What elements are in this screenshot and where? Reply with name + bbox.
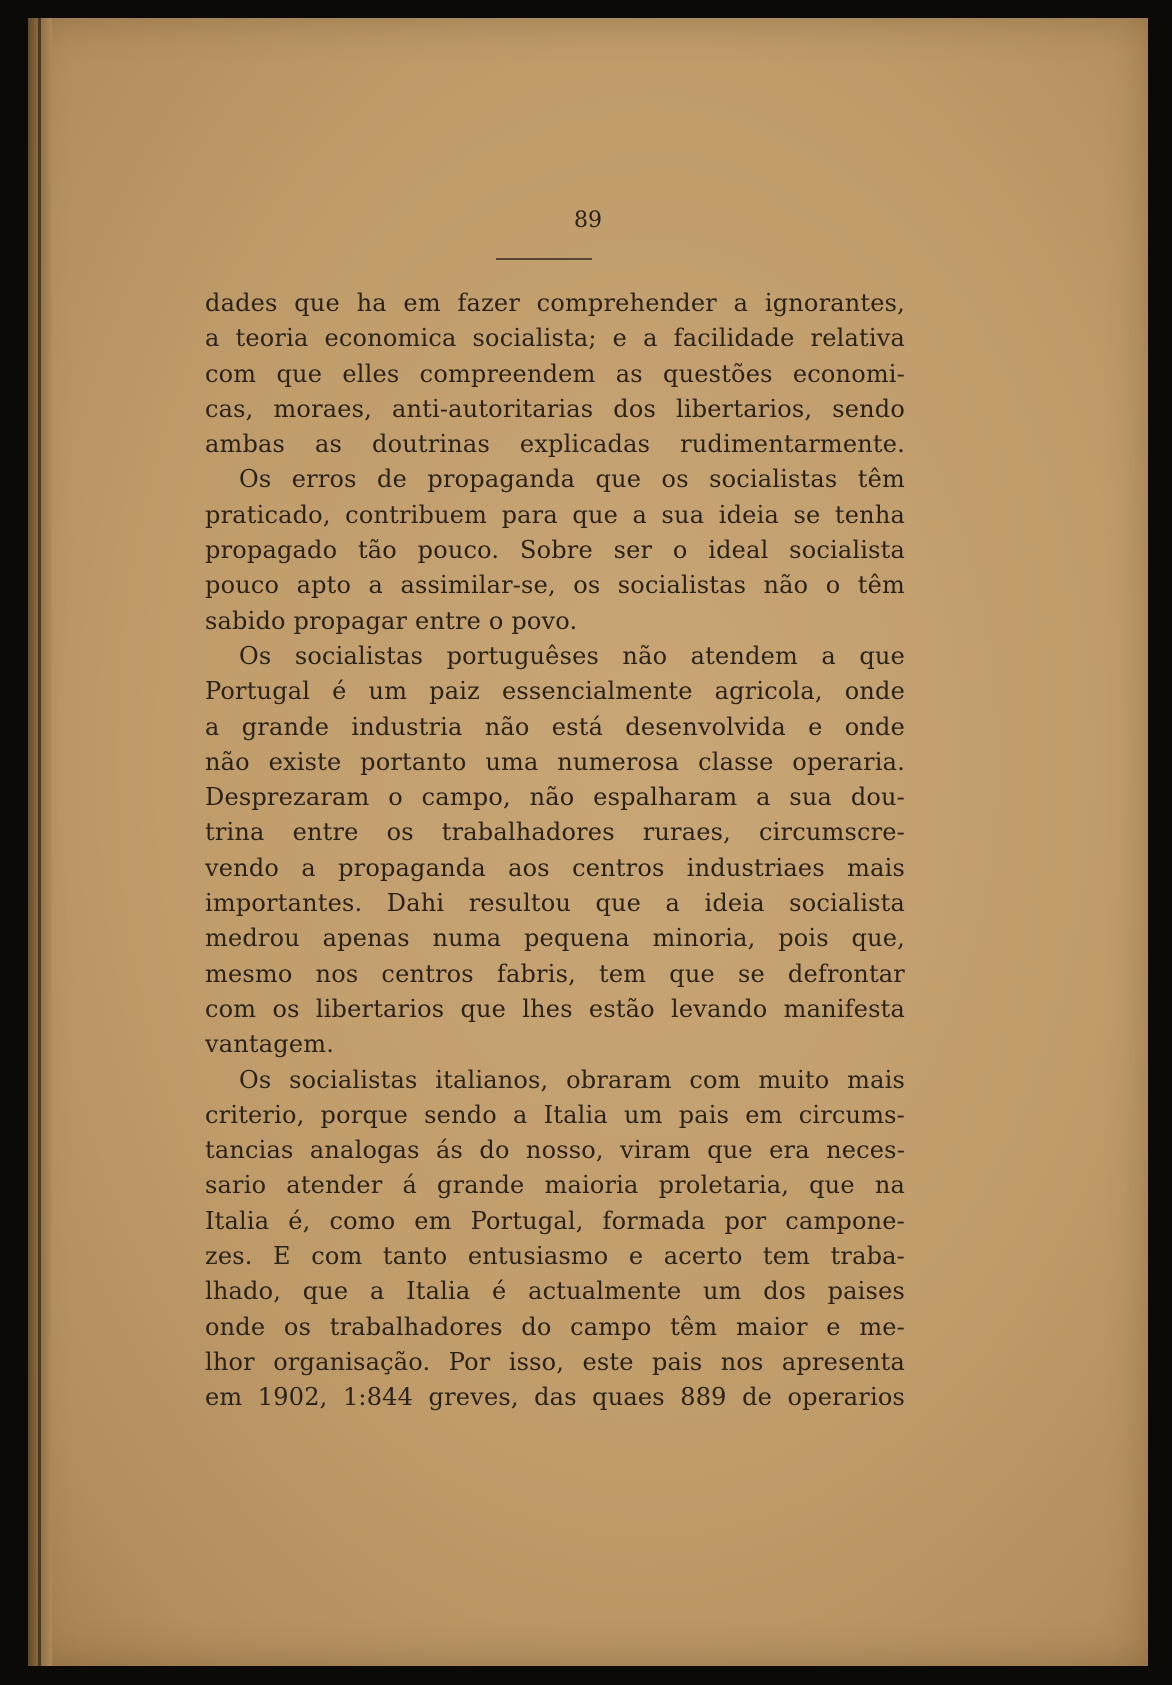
text-line: praticado, contribuem para que a sua ideia se tenha (205, 500, 905, 529)
binding-edge (38, 18, 41, 1666)
text-line: lhor organisação. Por isso, este pais nos apresenta (205, 1347, 905, 1376)
body-text (205, 286, 905, 1416)
text-line: sabido propagar entre o povo. (205, 606, 578, 635)
text-line: vendo a propaganda aos centros industriaes mais (205, 853, 905, 882)
text-line: importantes. Dahi resultou que a ideia socialista (205, 889, 905, 918)
text-line: ambas as doutrinas explicadas rudimentarmente. (205, 430, 905, 459)
text-line: a grande industria não está desenvolvida e onde (205, 712, 905, 741)
text-line: sario atender á grande maioria proletaria, que na (205, 1171, 905, 1200)
text-line: cas, moraes, anti-autoritarias dos libertarios, sendo (205, 394, 905, 423)
text-line: Os socialistas italianos, obraram com muito mais (239, 1065, 905, 1094)
text-line: em 1902, 1:844 greves, das quaes 889 de operarios (205, 1383, 905, 1412)
text-line: a teoria economica socialista; e a facilidade relativa (205, 324, 905, 353)
text-line: criterio, porque sendo a Italia um pais em circums- (205, 1100, 905, 1129)
text-line: mesmo nos centros fabris, tem que se defrontar (205, 959, 905, 988)
text-line: Italia é, como em Portugal, formada por campone- (205, 1206, 905, 1235)
text-line: lhado, que a Italia é actualmente um dos paises (205, 1277, 905, 1306)
text-line: zes. E com tanto entusiasmo e acerto tem traba- (205, 1242, 905, 1271)
text-line: vantagem. (205, 1030, 335, 1059)
text-line: Desprezaram o campo, não espalharam a sua dou- (205, 783, 905, 812)
book-page (28, 18, 1148, 1666)
text-line: propagado tão pouco. Sobre ser o ideal socialista (205, 536, 905, 565)
text-line: Portugal é um paiz essencialmente agricola, onde (205, 677, 905, 706)
text-line: não existe portanto uma numerosa classe operaria. (205, 747, 905, 776)
text-line: com os libertarios que lhes estão levando manifesta (205, 994, 905, 1023)
text-line: onde os trabalhadores do campo têm maior e me- (205, 1312, 905, 1341)
text-line: Os erros de propaganda que os socialistas têm (239, 465, 905, 494)
text-line: Os socialistas portuguêses não atendem a que (239, 641, 905, 670)
page-number: 89 (574, 208, 602, 233)
header-rule (496, 258, 592, 260)
text-line: trina entre os trabalhadores ruraes, circumscre- (205, 818, 905, 847)
text-line: medrou apenas numa pequena minoria, pois que, (205, 924, 905, 953)
text-line: dades que ha em fazer comprehender a ignorantes, (205, 289, 905, 317)
text-line: com que elles compreendem as questões economi- (205, 359, 905, 388)
text-line: tancias analogas ás do nosso, viram que era neces- (205, 1136, 905, 1165)
text-line: pouco apto a assimilar-se, os socialistas não o têm (205, 571, 905, 600)
